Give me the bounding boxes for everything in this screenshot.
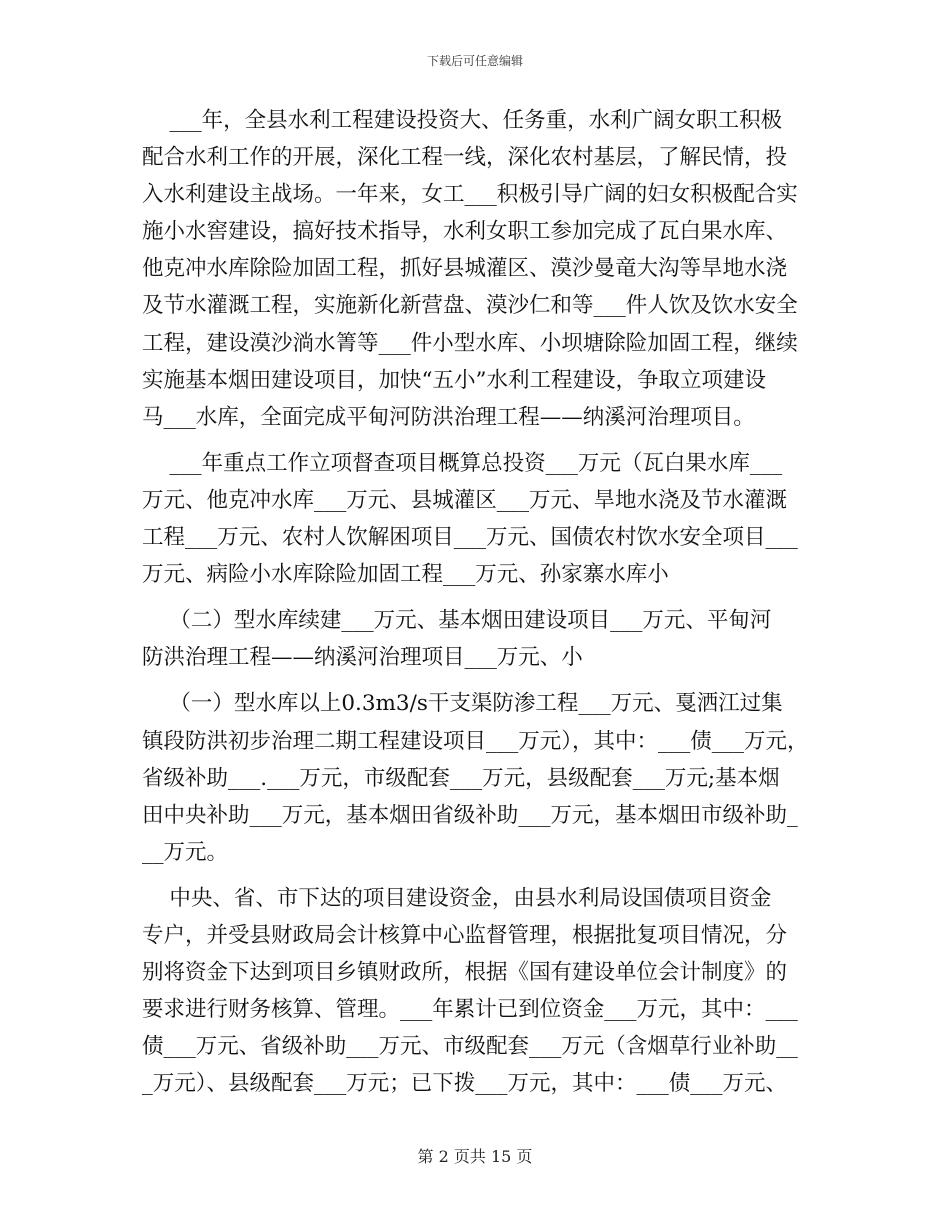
text-line: 配合水利工作的开展，深化工程一线，深化农村基层，了解民情，投 [142, 145, 788, 171]
text-line: _万元）、县级配套___万元；已下拨___万元，其中：___债___万元、 [142, 1071, 788, 1097]
text-line: 中央、省、市下达的项目建设资金，由县水利局设国债项目资金 [142, 885, 772, 911]
text-line: 万元、他克冲水库___万元、县城灌区___万元、旱地水浇及节水灌溉 [142, 487, 788, 513]
text-line: 田中央补助___万元，基本烟田省级补助___万元，基本烟田市级补助_ [142, 802, 798, 828]
text-line: 马___水库，全面完成平甸河防洪治理工程——纳溪河治理项目。 [142, 404, 755, 430]
paragraph [142, 445, 822, 593]
paragraph-spacer [142, 871, 822, 880]
document-body [142, 102, 822, 1102]
text-line: 入水利建设主战场。一年来，女工___积极引导广阔的妇女积极配合实 [142, 182, 798, 208]
text-line: 他克冲水库除险加固工程，抓好县城灌区、漠沙曼竜大沟等旱地水浇 [142, 256, 788, 282]
page-footer: 第 2 页共 15 页 [417, 1147, 533, 1166]
paragraph [142, 102, 822, 436]
text-line: 专户，并受县财政局会计核算中心监督管理，根据批复项目情况，分 [142, 922, 788, 948]
paragraph-spacer [142, 436, 822, 445]
text-line: 万元、病险小水库除险加固工程___万元、孙家寨水库小 [142, 562, 669, 588]
text-line: 省级补助___.___万元，市级配套___万元，县级配套___万元;基本烟 [142, 765, 780, 791]
paragraph [142, 880, 822, 1103]
text-line: （一）型水库以上0.3m3/s干支渠防渗工程___万元、戛洒江过集 [142, 691, 783, 717]
text-line: 防洪治理工程——纳溪河治理项目___万元、小 [142, 645, 583, 671]
text-line: 别将资金下达到项目乡镇财政所，根据《国有建设单位会计制度》的 [142, 960, 788, 986]
text-line: 工程___万元、农村人饮解困项目___万元、国债农村饮水安全项目___ [142, 525, 798, 551]
paragraph-spacer [142, 676, 822, 685]
text-line: 及节水灌溉工程，实施新化新营盘、漠沙仁和等___件人饮及饮水安全 [142, 293, 798, 319]
paragraph-spacer [142, 593, 822, 602]
paragraph [142, 685, 822, 870]
text-line: ___年，全县水利工程建设投资大、任务重，水利广阔女职工积极 [142, 108, 783, 133]
paragraph [142, 602, 822, 676]
text-line: 实施基本烟田建设项目，加快“五小”水利工程建设，争取立项建设 [142, 367, 766, 393]
text-line: ___年重点工作立项督查项目概算总投资___万元（瓦白果水库___ [142, 450, 783, 476]
text-line: 施小水窖建设，搞好技术指导，水利女职工参加完成了瓦白果水库、 [142, 219, 788, 245]
text-line: 镇段防洪初步治理二期工程建设项目___万元），其中：___债___万元， [142, 728, 809, 754]
page-header: 下载后可任意编辑 [426, 54, 523, 68]
text-line: __万元。 [142, 839, 229, 865]
text-line: （二）型水库续建___万元、基本烟田建设项目___万元、平甸河 [142, 608, 772, 634]
text-line: 工程，建设漠沙淌水箐等___件小型水库、小坝塘除险加固工程，继续 [142, 330, 798, 356]
text-line: 要求进行财务核算、管理。___年累计已到位资金___万元，其中：___ [142, 997, 798, 1023]
text-line: 债___万元、省级补助___万元、市级配套___万元（含烟草行业补助__ [142, 1034, 798, 1060]
